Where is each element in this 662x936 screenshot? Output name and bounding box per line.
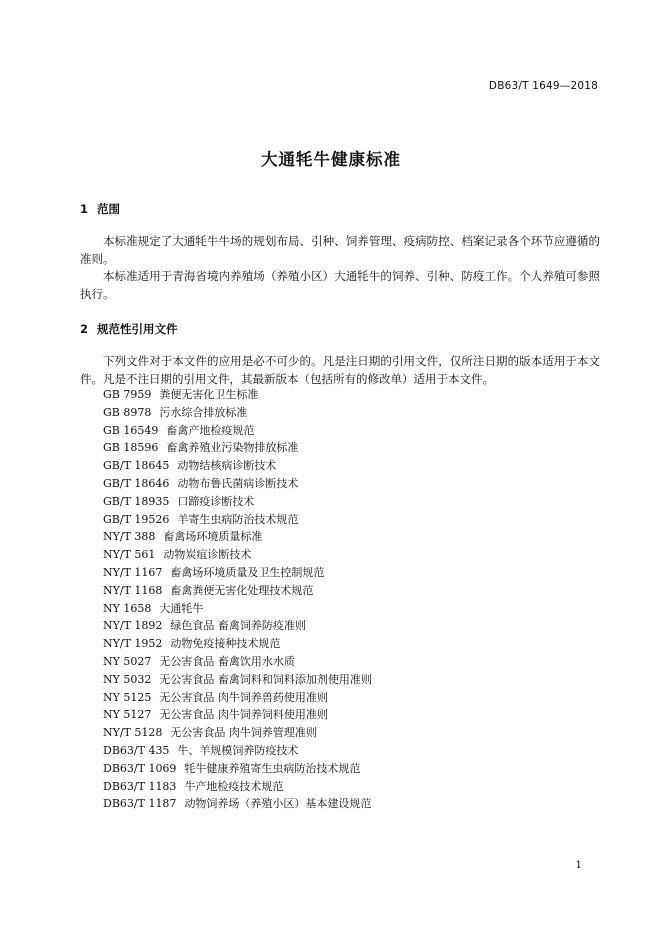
reference-code: NY/T 561 (103, 548, 156, 562)
reference-title: 动物炭疽诊断技术 (163, 548, 252, 562)
reference-code: GB/T 19526 (103, 512, 170, 526)
reference-item (103, 457, 372, 475)
reference-title: 畜禽养殖业污染物排放标准 (166, 441, 299, 455)
section-1-heading (80, 201, 120, 217)
reference-item (103, 635, 372, 653)
reference-code: GB 18596 (103, 441, 159, 455)
reference-title: 畜禽场环境质量标准 (163, 530, 263, 544)
reference-item (103, 689, 372, 707)
section-title: 范围 (97, 202, 120, 216)
reference-item (103, 511, 372, 529)
reference-code: GB 7959 (103, 388, 152, 401)
section-2-paragraph-1: 下列文件对于本文件的应用是必不可少的。凡是注日期的引用文件，仅所注日期的版本适用于本文件。凡是不注日期的引用文件，其最新版本（包括所有的修改单）适用于本文件。 (80, 354, 600, 386)
reference-code: NY/T 1168 (103, 583, 163, 597)
reference-item (103, 795, 372, 813)
section-2-heading (80, 321, 178, 337)
reference-title: 绿色食品 畜禽饲养防疫准则 (170, 619, 306, 633)
section-number: 1 (80, 202, 89, 216)
reference-title: 牛产地检疫技术规范 (184, 779, 284, 793)
reference-code: NY/T 388 (103, 530, 156, 544)
section-1-paragraph-1: 本标准规定了大通牦牛牛场的规划布局、引种、饲养管理、疫病防控、档案记录各个环节应遵循的准则。 (80, 234, 600, 266)
reference-title: 畜禽产地检疫规范 (166, 423, 255, 437)
reference-code: NY/T 1892 (103, 619, 163, 633)
reference-title: 污水综合排放标准 (159, 405, 248, 419)
section-number: 2 (80, 322, 89, 336)
section-title: 规范性引用文件 (97, 322, 178, 336)
reference-title: 畜禽场环境质量及卫生控制规范 (170, 565, 325, 579)
reference-title: 粪便无害化卫生标准 (159, 388, 259, 401)
reference-code: GB 16549 (103, 423, 159, 437)
reference-item (103, 778, 372, 796)
reference-item (103, 600, 372, 618)
reference-code: GB/T 18645 (103, 459, 170, 473)
reference-code: NY 5125 (103, 690, 152, 704)
reference-title: 牛、羊规模饲养防疫技术 (177, 743, 299, 757)
reference-title: 无公害食品 肉牛饲养饲料使用准则 (159, 708, 328, 722)
document-title: 大通牦牛健康标准 (261, 150, 401, 169)
reference-code: GB/T 18935 (103, 494, 170, 508)
reference-title: 无公害食品 肉牛饲养兽药使用准则 (159, 690, 328, 704)
reference-item (103, 617, 372, 635)
reference-title: 畜禽粪便无害化处理技术规范 (170, 583, 314, 597)
reference-code: DB63/T 1069 (103, 761, 177, 775)
reference-title: 大通牦牛 (159, 601, 204, 615)
page-number: 1 (575, 859, 582, 871)
reference-title: 无公害食品 畜禽饮用水水质 (159, 654, 295, 668)
reference-item (103, 386, 372, 404)
reference-title: 动物饲养场（养殖小区）基本建设规范 (184, 797, 372, 811)
reference-code: GB 8978 (103, 405, 152, 419)
reference-code: NY/T 5128 (103, 726, 163, 740)
reference-list (103, 386, 372, 813)
reference-code: NY 5032 (103, 672, 152, 686)
reference-title: 无公害食品 畜禽饲料和饲料添加剂使用准则 (159, 672, 372, 686)
reference-item (103, 653, 372, 671)
reference-item (103, 475, 372, 493)
reference-title: 口蹄疫诊断技术 (177, 494, 255, 508)
reference-item (103, 706, 372, 724)
reference-code: NY 1658 (103, 601, 152, 615)
reference-code: NY 5027 (103, 654, 152, 668)
reference-code: NY/T 1952 (103, 637, 163, 651)
reference-item (103, 742, 372, 760)
document-code: DB63/T 1649—2018 (488, 80, 598, 92)
reference-item (103, 546, 372, 564)
reference-title: 无公害食品 肉牛饲养管理准则 (170, 726, 317, 740)
reference-item (103, 439, 372, 457)
reference-item (103, 760, 372, 778)
reference-code: DB63/T 1187 (103, 797, 177, 811)
reference-code: DB63/T 1183 (103, 779, 177, 793)
reference-item (103, 671, 372, 689)
reference-title: 动物结核病诊断技术 (177, 459, 277, 473)
reference-code: NY/T 1167 (103, 565, 163, 579)
reference-code: DB63/T 435 (103, 743, 170, 757)
reference-item (103, 528, 372, 546)
reference-item (103, 422, 372, 440)
reference-item (103, 582, 372, 600)
reference-title: 羊寄生虫病防治技术规范 (177, 512, 299, 526)
reference-code: NY 5127 (103, 708, 152, 722)
reference-title: 牦牛健康养殖寄生虫病防治技术规范 (184, 761, 361, 775)
reference-code: GB/T 18646 (103, 476, 170, 490)
reference-title: 动物布鲁氏菌病诊断技术 (177, 476, 299, 490)
reference-item (103, 404, 372, 422)
section-1-paragraph-2: 本标准适用于青海省境内养殖场（养殖小区）大通牦牛的饲养、引种、防疫工作。个人养殖可参照执行。 (80, 269, 600, 301)
reference-item (103, 724, 372, 742)
reference-item (103, 493, 372, 511)
reference-item (103, 564, 372, 582)
reference-title: 动物免疫接种技术规范 (170, 637, 281, 651)
